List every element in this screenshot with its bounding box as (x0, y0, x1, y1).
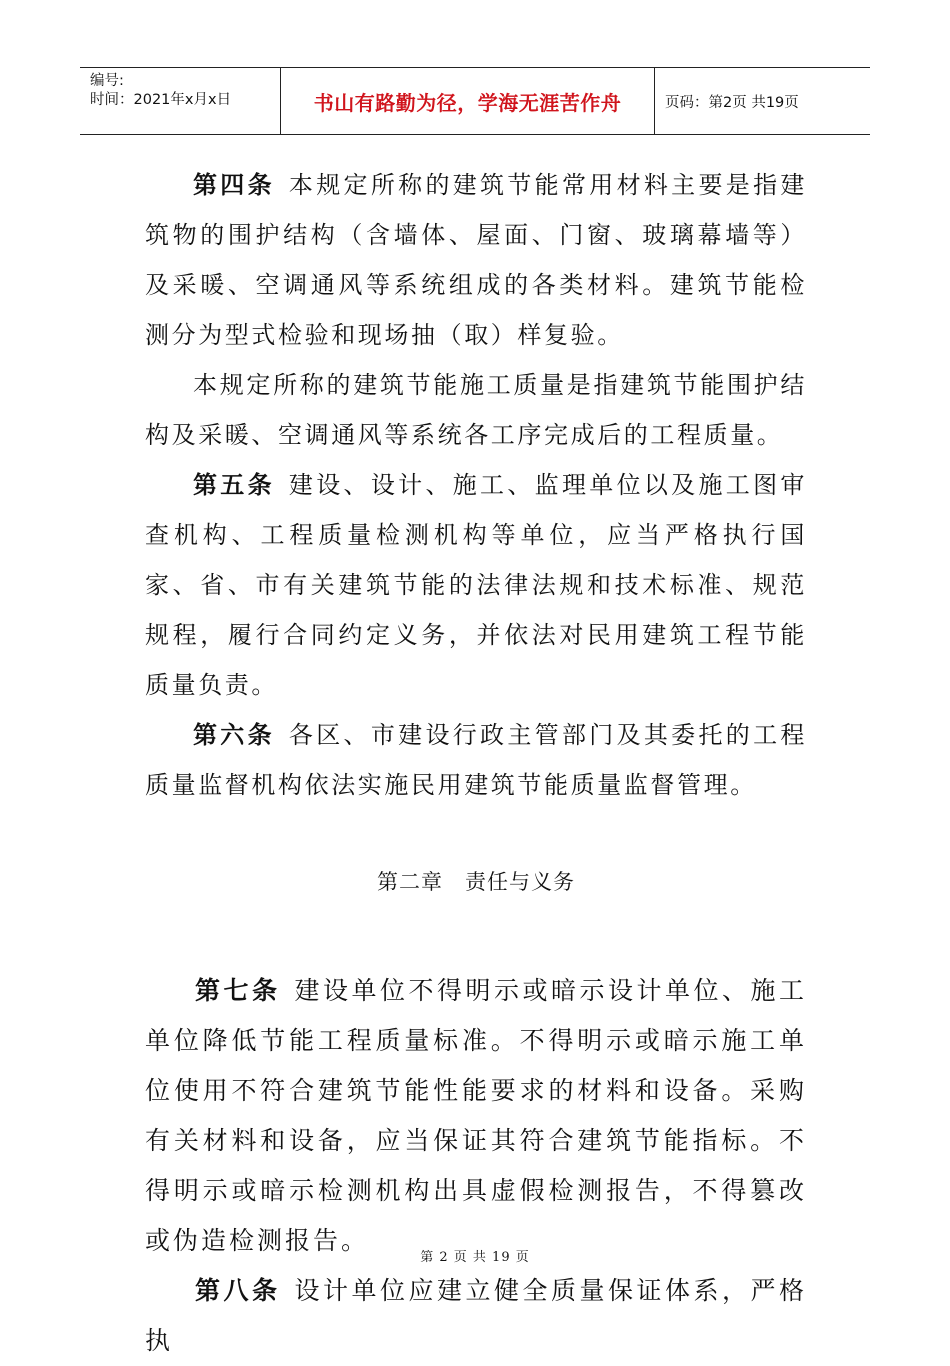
chapter-title: 第二章 责任与义务 (377, 870, 575, 894)
article-4-paragraph-2 (145, 360, 807, 460)
article-text: 设计单位应建立健全质量保证体系，严格执 (145, 1276, 807, 1355)
article-label: 第四条 (193, 171, 275, 199)
date-line: 时间：2021年x月x日 (90, 92, 232, 108)
article-4 (145, 160, 807, 360)
page-footer: 第 2 页 共 19 页 (420, 1250, 530, 1265)
article-7 (145, 966, 807, 1266)
article-text: 建设单位不得明示或暗示设计单位、施工单位降低节能工程质量标准。不得明示或暗示施工单位使用不符合建筑节能性能要求的材料和设备。采购有关材料和设备，应当保证其符合建筑节能指标。不得明示或暗示检测机构出具虚假检测报告，不得篡改或伪造检测报告。 (145, 976, 807, 1255)
article-label: 第七条 (195, 976, 281, 1005)
article-label: 第五条 (193, 471, 275, 499)
article-text: 本规定所称的建筑节能常用材料主要是指建筑物的围护结构（含墙体、屋面、门窗、玻璃幕墙等）及采暖、空调通风等系统组成的各类材料。建筑节能检测分为型式检验和现场抽（取）样复验。 (145, 171, 807, 349)
article-5 (145, 460, 807, 710)
header-page-info: 页码：第2页 共19页 (665, 94, 799, 111)
article-text: 各区、市建设行政主管部门及其委托的工程质量监督机构依法实施民用建筑节能质量监督管理。 (145, 721, 807, 799)
header-table (80, 67, 870, 135)
article-text: 本规定所称的建筑节能施工质量是指建筑节能围护结构及采暖、空调通风等系统各工序完成后的工程质量。 (145, 371, 807, 449)
article-label: 第八条 (195, 1276, 281, 1305)
document-body (145, 160, 807, 1366)
serial-label: 编号: (90, 73, 124, 89)
header-motto: 书山有路勤为径，学海无涯苦作舟 (281, 68, 655, 134)
article-6 (145, 710, 807, 810)
article-8 (145, 1266, 807, 1366)
article-label: 第六条 (193, 721, 275, 749)
header-meta-cell (80, 68, 281, 134)
article-text: 建设、设计、施工、监理单位以及施工图审查机构、工程质量检测机构等单位，应当严格执行国家、省、市有关建筑节能的法律法规和技术标准、规范规程，履行合同约定义务，并依法对民用建筑工程节能质量负责。 (145, 471, 807, 699)
